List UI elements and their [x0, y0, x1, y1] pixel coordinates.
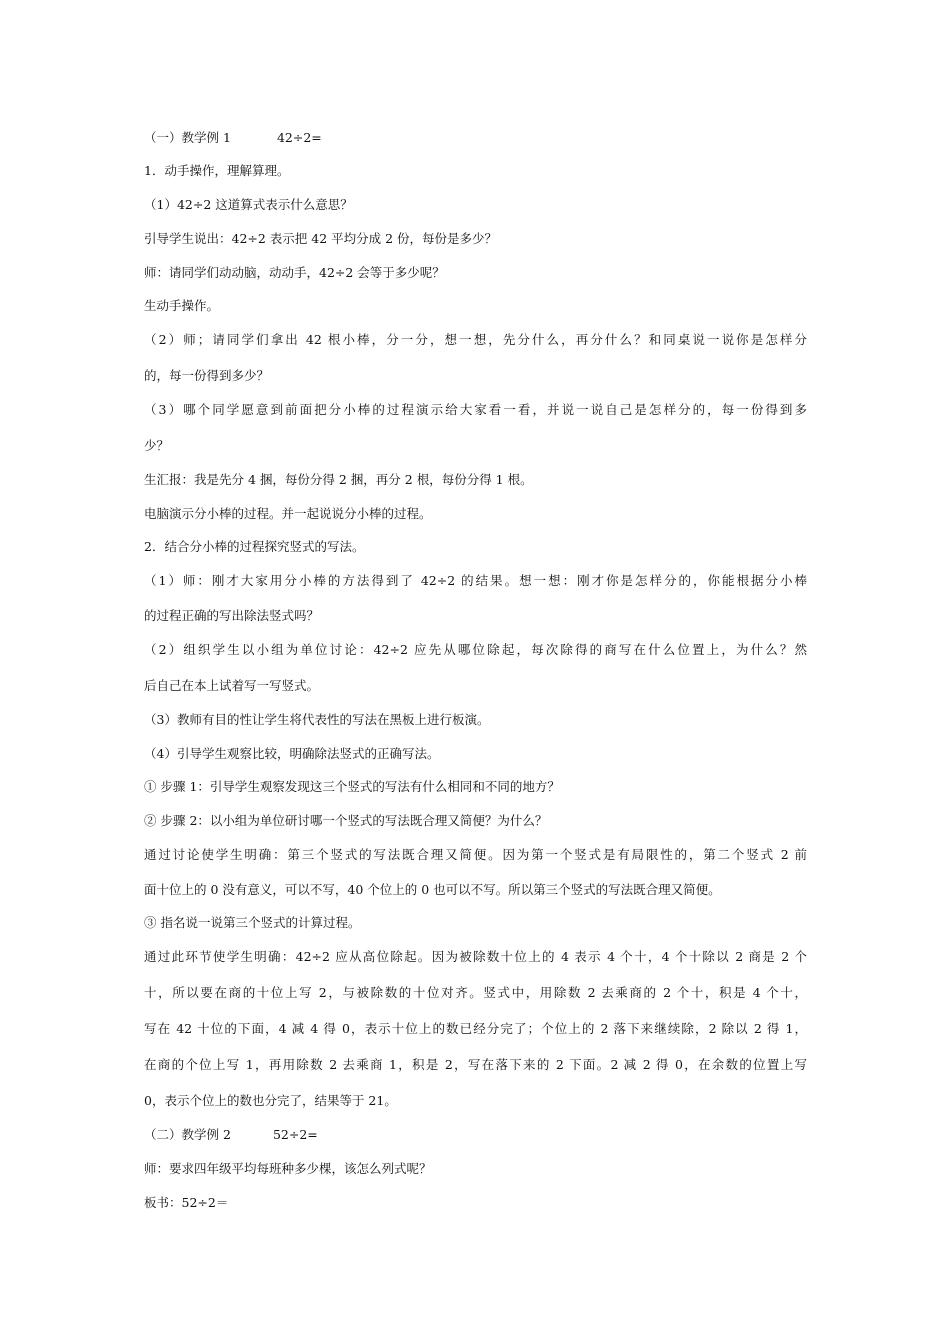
paragraph: （1）师：刚才大家用分小棒的方法得到了 42÷2 的结果。想一想：刚才你是怎样分的，你能根据分小棒	[144, 573, 807, 588]
paragraph: 生汇报：我是先分 4 捆，每份分得 2 捆，再分 2 根，每份分得 1 根。	[144, 472, 533, 487]
paragraph: 板书：52÷2＝	[144, 1195, 229, 1210]
paragraph: （2）组织学生以小组为单位讨论：42÷2 应先从哪位除起，每次除得的商写在什么位置上，为什么？然	[144, 642, 807, 657]
paragraph: 1．动手操作，理解算理。	[144, 163, 290, 178]
paragraph: 少？	[144, 438, 170, 453]
paragraph: 通过此环节使学生明确：42÷2 应从高位除起。因为被除数十位上的 4 表示 4 个十，4 个十除以 2 商是 2 个	[144, 949, 807, 964]
paragraph: （4）引导学生观察比较，明确除法竖式的正确写法。	[144, 746, 440, 761]
expression: 42÷2=	[276, 130, 322, 145]
paragraph: 师：要求四年级平均每班种多少棵，该怎么列式呢？	[144, 1161, 432, 1176]
paragraph: （2）师；请同学们拿出 42 根小棒，分一分，想一想，先分什么，再分什么？和同桌说一说你是怎样分	[144, 332, 807, 347]
expression: 52÷2=	[272, 1127, 318, 1142]
section-title: （二）教学例 2	[144, 1127, 231, 1142]
paragraph: 生动手操作。	[144, 298, 220, 313]
paragraph: 通过讨论使学生明确：第三个竖式的写法既合理又简便。因为第一个竖式是有局限性的，第二个竖式 2 前	[144, 847, 807, 862]
paragraph: 后自己在本上试着写一写竖式。	[144, 678, 320, 693]
section-heading-1	[144, 129, 322, 147]
section-title: （一）教学例 1	[144, 130, 231, 145]
paragraph: 引导学生说出：42÷2 表示把 42 平均分成 2 份，每份是多少？	[144, 231, 498, 246]
paragraph: 电脑演示分小棒的过程。并一起说说分小棒的过程。	[144, 506, 432, 521]
paragraph: 的，每一份得到多少？	[144, 368, 270, 383]
paragraph: 0，表示个位上的数也分完了，结果等于 21。	[144, 1093, 397, 1108]
paragraph: （3）哪个同学愿意到前面把分小棒的过程演示给大家看一看，并说一说自己是怎样分的，每一份得到多	[144, 402, 807, 417]
paragraph: 的过程正确的写出除法竖式吗？	[144, 608, 320, 623]
paragraph: 写在 42 十位的下面，4 减 4 得 0，表示十位上的数已经分完了；个位上的 2 落下来继续除，2 除以 2 得 1，	[144, 1021, 807, 1036]
paragraph: 师：请同学们动动脑，动动手，42÷2 会等于多少呢？	[144, 265, 445, 280]
paragraph: ① 步骤 1：引导学生观察发现这三个竖式的写法有什么相同和不同的地方？	[144, 779, 560, 794]
paragraph: （3）教师有目的性让学生将代表性的写法在黑板上进行板演。	[144, 712, 490, 727]
paragraph: 十，所以要在商的十位上写 2，与被除数的十位对齐。竖式中，用除数 2 去乘商的 2 个十，积是 4 个十，	[144, 985, 807, 1000]
paragraph: ② 步骤 2：以小组为单位研讨哪一个竖式的写法既合理又简便？为什么？	[144, 813, 548, 828]
paragraph: 2．结合分小棒的过程探究竖式的写法。	[144, 539, 365, 554]
paragraph: （1）42÷2 这道算式表示什么意思？	[144, 197, 353, 212]
section-heading-2	[144, 1126, 318, 1144]
paragraph: 面十位上的 0 没有意义，可以不写，40 个位上的 0 也可以不写。所以第三个竖式的写法既合理又简便。	[144, 882, 721, 897]
paragraph: 在商的个位上写 1，再用除数 2 去乘商 1，积是 2，写在落下来的 2 下面。2 减 2 得 0，在余数的位置上写	[144, 1057, 807, 1072]
paragraph: ③ 指名说一说第三个竖式的计算过程。	[144, 915, 361, 930]
